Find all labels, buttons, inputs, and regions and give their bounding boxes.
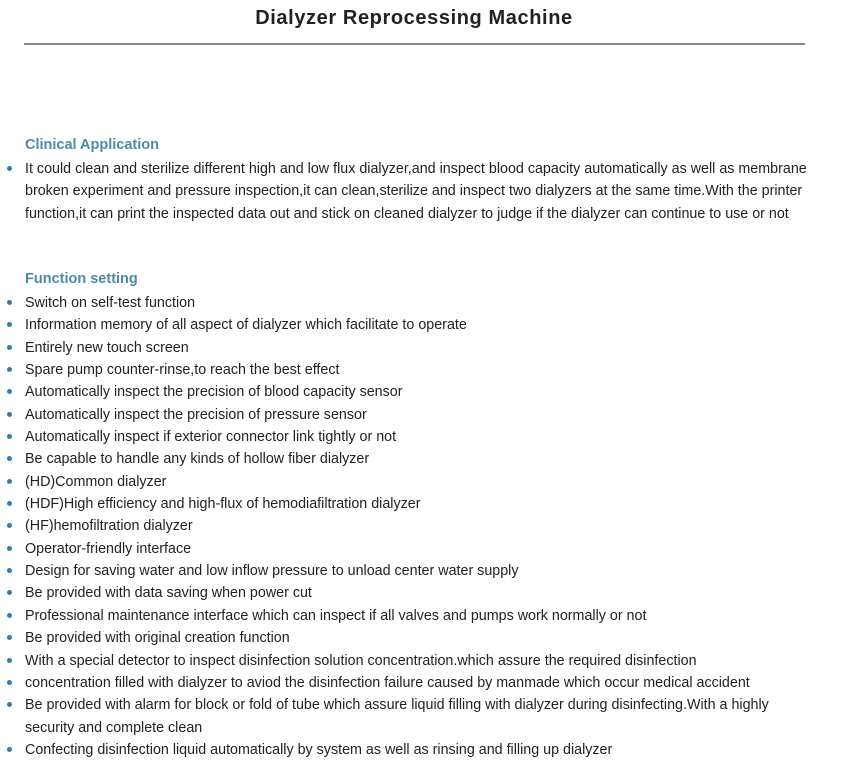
- list-item: [0, 158, 815, 225]
- bullet-icon: [7, 747, 12, 752]
- function-setting-section: [0, 270, 849, 761]
- list-item-text: Be capable to handle any kinds of hollow fiber dialyzer: [25, 451, 370, 468]
- bullet-icon: [7, 546, 12, 551]
- title-divider: [24, 43, 805, 45]
- function-setting-list: [0, 292, 849, 761]
- list-item: [0, 739, 849, 761]
- list-item-text: It could clean and sterilize different high and low flux dialyzer,and inspect blood capacity automatically as well as membrane broken experiment and pressure inspection,it can clean,sterilize and inspect two dialyzers at the same time.With the printer function,it can print the inspected data out and stick on cleaned dialyzer to judge if the dialyzer can continue to use or not: [25, 161, 807, 222]
- bullet-icon: [7, 501, 12, 506]
- list-item: [0, 448, 849, 470]
- list-item-text: Automatically inspect if exterior connector link tightly or not: [25, 429, 397, 446]
- list-item: [0, 359, 849, 381]
- list-item-text: Spare pump counter-rinse,to reach the best effect: [25, 362, 340, 379]
- list-item: [0, 381, 849, 403]
- list-item-text: Operator-friendly interface: [25, 540, 192, 557]
- list-item-text: Be provided with data saving when power cut: [25, 585, 312, 602]
- list-item: [0, 471, 849, 493]
- list-item: [0, 672, 849, 694]
- list-item-text: Automatically inspect the precision of pressure sensor: [25, 406, 367, 423]
- list-item-text: Automatically inspect the precision of blood capacity sensor: [25, 384, 403, 401]
- list-item: [0, 560, 849, 582]
- list-item: [0, 426, 849, 448]
- list-item: [0, 538, 849, 560]
- list-item: [0, 694, 815, 739]
- list-item: [0, 582, 849, 604]
- list-item-text: (HDF)High efficiency and high-flux of hemodiafiltration dialyzer: [25, 496, 421, 513]
- list-item-text: (HD)Common dialyzer: [25, 473, 167, 490]
- bullet-icon: [7, 523, 12, 528]
- bullet-icon: [7, 322, 12, 327]
- bullet-icon: [7, 300, 12, 305]
- list-item: [0, 314, 849, 336]
- bullet-icon: [7, 568, 12, 573]
- list-item: [0, 337, 849, 359]
- list-item: [0, 605, 849, 627]
- list-item: [0, 404, 849, 426]
- bullet-icon: [7, 702, 12, 707]
- bullet-icon: [7, 389, 12, 394]
- list-item: [0, 650, 849, 672]
- page-title: Dialyzer Reprocessing Machine: [255, 7, 573, 29]
- bullet-icon: [7, 590, 12, 595]
- clinical-application-heading: Clinical Application: [25, 137, 160, 153]
- list-item: [0, 493, 849, 515]
- list-item-text: concentration filled with dialyzer to aviod the disinfection failure caused by manmade which occur medical accident: [25, 674, 750, 691]
- list-item-text: Be provided with alarm for block or fold of tube which assure liquid filling with dialyzer during disinfecting.With a highly security and complete clean: [25, 697, 769, 736]
- bullet-icon: [7, 635, 12, 640]
- list-item-text: Switch on self-test function: [25, 295, 196, 311]
- bullet-icon: [7, 613, 12, 618]
- bullet-icon: [7, 456, 12, 461]
- function-setting-heading: Function setting: [25, 271, 138, 287]
- clinical-application-section: [0, 136, 849, 225]
- bullet-icon: [7, 367, 12, 372]
- list-item-text: Information memory of all aspect of dialyzer which facilitate to operate: [25, 317, 467, 334]
- list-item-text: (HF)hemofiltration dialyzer: [25, 518, 193, 535]
- list-item-text: Be provided with original creation function: [25, 630, 290, 647]
- bullet-icon: [7, 479, 12, 484]
- bullet-icon: [7, 680, 12, 685]
- list-item-text: Professional maintenance interface which can inspect if all valves and pumps work normally or not: [25, 607, 647, 624]
- list-item: [0, 515, 849, 537]
- bullet-icon: [7, 345, 12, 350]
- list-item-text: Confecting disinfection liquid automatically by system as well as rinsing and filling up dialyzer: [25, 741, 613, 758]
- list-item-text: Entirely new touch screen: [25, 339, 189, 356]
- list-item-text: With a special detector to inspect disinfection solution concentration.which assure the required disinfection: [25, 652, 697, 669]
- list-item: [0, 292, 849, 314]
- bullet-icon: [7, 166, 12, 171]
- list-item: [0, 627, 849, 649]
- bullet-icon: [7, 412, 12, 417]
- clinical-application-list: [0, 158, 849, 225]
- bullet-icon: [7, 434, 12, 439]
- list-item-text: Design for saving water and low inflow pressure to unload center water supply: [25, 563, 519, 580]
- bullet-icon: [7, 658, 12, 663]
